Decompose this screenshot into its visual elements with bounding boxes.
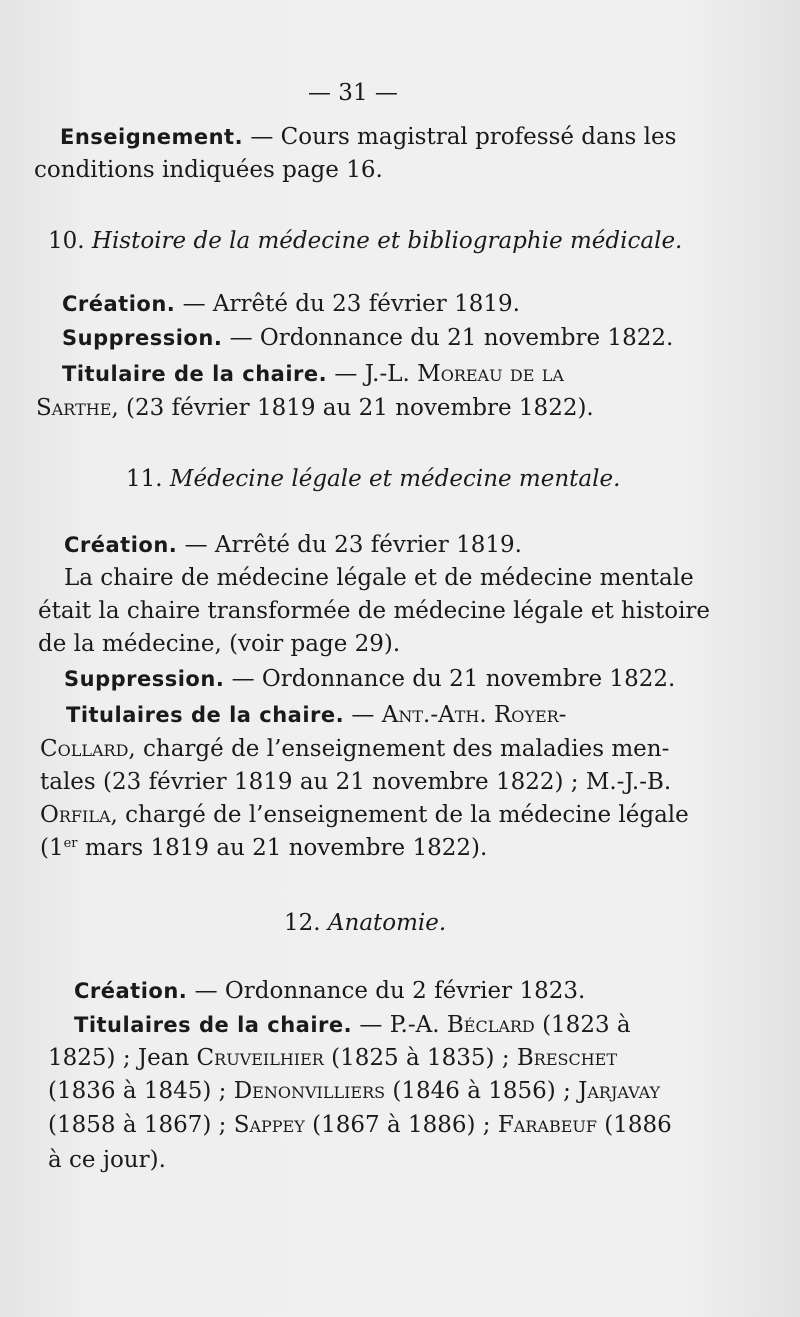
s12-creation: [74, 976, 585, 1006]
s12-line-2-start: 1825) ; Jean: [48, 1045, 197, 1071]
s10-creation-label: Création.: [62, 292, 176, 316]
s11-name-collard: Collard: [40, 736, 129, 762]
section-11-title: Médecine légale et médecine mentale.: [169, 466, 621, 492]
s12-creation-text: — Ordonnance du 2 février 1823.: [187, 978, 586, 1004]
enseignement-text-1: — Cours magistral professé dans les: [243, 124, 677, 150]
s12-cruveilhier-dates: (1825 à 1835) ;: [323, 1045, 517, 1071]
s11-name-orfila: Orfila: [40, 802, 111, 828]
enseignement-label: Enseignement.: [60, 125, 244, 149]
s12-titulaires: [74, 1010, 631, 1040]
s11-suppression: [64, 664, 675, 694]
s12-line-3-start: (1836 à 1845) ;: [48, 1078, 234, 1104]
s12-beclard-dates: (1823 à: [534, 1012, 631, 1038]
section-10-title: Histoire de la médecine et bibliographie médicale.: [91, 228, 683, 254]
s11-para-line-1: La chaire de médecine légale et de médecine mentale: [64, 565, 694, 591]
s11-line-5-start: (1: [40, 835, 64, 861]
s11-titulaires-line-4: [40, 800, 689, 830]
s12-titulaires-line-2: [48, 1043, 617, 1073]
s12-line-4-start: (1858 à 1867) ;: [48, 1112, 234, 1138]
s12-titulaires-dash: — P.-A.: [352, 1012, 447, 1038]
s11-suppression-text: — Ordonnance du 21 novembre 1822.: [224, 666, 676, 692]
s10-suppression: [62, 323, 673, 353]
s11-para-line-2: était la chaire transformée de médecine légale et histoire: [38, 598, 711, 624]
s11-titulaires: [66, 700, 566, 730]
s11-name-royer: Royer-: [493, 702, 567, 728]
s11-titulaires-line-2: [40, 734, 669, 764]
s11-suppression-label: Suppression.: [64, 667, 225, 691]
s12-name-jarjavay: Jarjavay: [578, 1078, 661, 1104]
s12-name-farabeuf: Farabeuf: [497, 1112, 597, 1138]
s12-name-beclard: Béclard: [446, 1012, 535, 1038]
s11-creation: [64, 530, 522, 560]
s12-sappey-dates: (1867 à 1886) ;: [304, 1112, 498, 1138]
s10-creation: [62, 289, 520, 319]
enseignement-line-1: [60, 122, 676, 152]
s10-titulaire-label: Titulaire de la chaire.: [62, 362, 328, 386]
s12-titulaires-line-4: [48, 1110, 672, 1140]
s10-titulaire-name: Moreau de la: [417, 361, 564, 387]
s11-line-4-rest: , chargé de l’enseignement de la médecine légale: [110, 802, 689, 828]
s12-titulaires-label: Titulaires de la chaire.: [74, 1013, 353, 1037]
s10-titulaire-line-2: [36, 393, 594, 423]
section-11-number: 11.: [126, 466, 170, 492]
section-11-heading: [126, 464, 620, 494]
s10-suppression-text: — Ordonnance du 21 novembre 1822.: [222, 325, 674, 351]
s12-name-sappey: Sappey: [233, 1112, 305, 1138]
s12-farabeuf-dates: (1886: [596, 1112, 672, 1138]
section-12-heading: [284, 908, 446, 938]
s11-creation-text: — Arrêté du 23 février 1819.: [177, 532, 522, 558]
section-12-title: Anatomie.: [327, 910, 447, 936]
section-10-number: 10.: [48, 228, 92, 254]
s11-line-5-rest: mars 1819 au 21 novembre 1822).: [77, 835, 488, 861]
page-number: — 31 —: [308, 80, 398, 106]
s10-suppression-label: Suppression.: [62, 326, 223, 350]
section-10-heading: [48, 226, 682, 256]
s11-creation-label: Création.: [64, 533, 178, 557]
enseignement-line-2: conditions indiquées page 16.: [34, 157, 383, 183]
s10-titulaire: [62, 359, 564, 389]
s11-para-line-3: de la médecine, (voir page 29).: [38, 631, 401, 657]
s12-creation-label: Création.: [74, 979, 188, 1003]
s12-titulaires-line-5: à ce jour).: [48, 1147, 166, 1173]
s11-titulaires-line-5: [40, 833, 487, 863]
s11-line-2-rest: , chargé de l’enseignement des maladies men-: [128, 736, 670, 762]
s12-titulaires-line-3: [48, 1076, 660, 1106]
s12-name-denonvilliers: Denonvilliers: [233, 1078, 386, 1104]
s10-titulaire-dates: , (23 février 1819 au 21 novembre 1822).: [111, 395, 594, 421]
s11-titulaires-line-3: tales (23 février 1819 au 21 novembre 1822) ; M.-J.-B.: [40, 769, 672, 795]
s10-titulaire-name-2: Sarthe: [36, 395, 112, 421]
s10-titulaire-dash: — J.-L.: [327, 361, 418, 387]
s11-titulaires-dash: — Ant.-Ath.: [344, 702, 494, 728]
s12-name-cruveilhier: Cruveilhier: [196, 1045, 324, 1071]
section-12-number: 12.: [284, 910, 328, 936]
s11-titulaires-label: Titulaires de la chaire.: [66, 703, 345, 727]
s10-creation-text: — Arrêté du 23 février 1819.: [175, 291, 520, 317]
s11-line-5-sup: er: [63, 836, 78, 851]
s12-name-breschet: Breschet: [516, 1045, 618, 1071]
s12-denonvilliers-dates: (1846 à 1856) ;: [385, 1078, 579, 1104]
